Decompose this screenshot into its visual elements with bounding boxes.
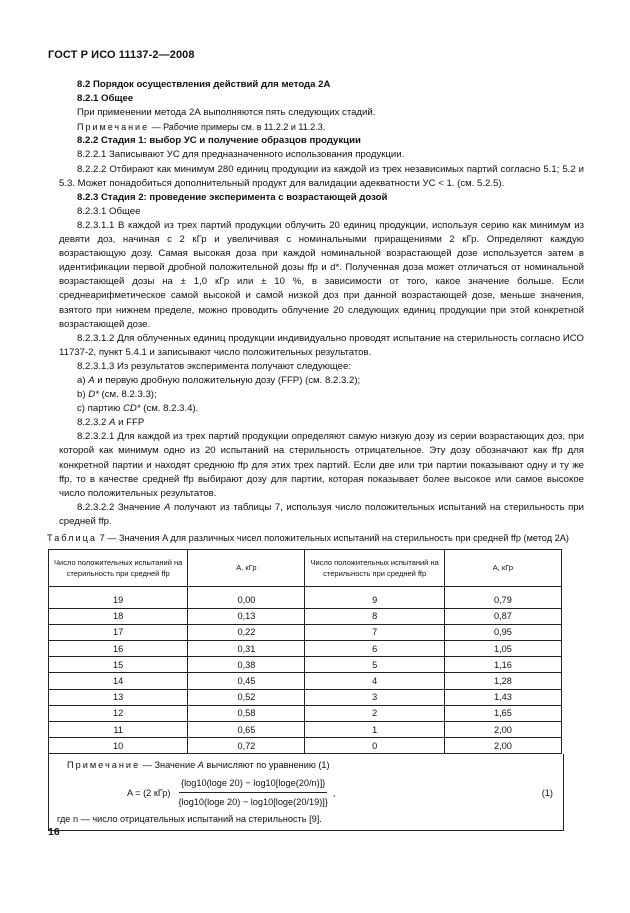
values-table (48, 549, 562, 755)
cell-count-right: 6 (305, 641, 444, 657)
table-row (49, 673, 562, 689)
table-row (49, 608, 562, 624)
table-row (49, 722, 562, 738)
table-caption-label: Таблица (47, 533, 98, 543)
list-a-var: A (88, 374, 95, 386)
note-1 (59, 120, 584, 134)
section-8-2-1-text: При применении метода 2А выполняются пять следующих стадий. (77, 107, 376, 119)
list-b-prefix: b) (77, 389, 89, 401)
cell-count-right: 3 (305, 689, 444, 705)
list-a-text: и первую дробную положительную дозу (FFP) (см. 8.2.3.2); (94, 374, 361, 386)
section-8-2-3-1-3: 8.2.3.1.3 Из результатов эксперимента получают следующее: (77, 360, 352, 372)
section-8-2-1-title: 8.2.1 Общее (77, 93, 134, 105)
list-item-a (59, 374, 584, 388)
table-header-row (49, 549, 562, 586)
table-note-var: A (197, 760, 204, 771)
table-note-label: Примечание (67, 760, 141, 771)
section-8-2-3-2 (59, 416, 584, 430)
cell-count-right: 4 (305, 673, 444, 689)
col-header-a-left: A, кГр (188, 549, 305, 586)
cell-a-right: 0,79 (444, 586, 561, 608)
table-row (49, 689, 562, 705)
s8232-prefix: 8.2.3.2 (77, 417, 110, 429)
cell-count-left: 19 (49, 586, 188, 608)
cell-count-left: 13 (49, 689, 188, 705)
table-caption-text: — Значения A для различных чисел положительных испытаний на стерильность при средней ffp (метод 2А) (104, 533, 569, 543)
cell-count-left: 10 (49, 738, 188, 754)
note-1-label: Примечание (77, 122, 150, 133)
cell-a-right: 1,43 (444, 689, 561, 705)
section-8-2-3-1: 8.2.3.1 Общее (77, 205, 141, 217)
table-note-text: вычисляют по уравнению (1) (203, 760, 330, 771)
cell-count-right: 7 (305, 624, 444, 640)
table-row (49, 705, 562, 721)
cell-count-left: 15 (49, 657, 188, 673)
table-row (49, 738, 562, 754)
table-caption (47, 532, 584, 545)
col-header-count-right: Число положительных испытаний на стерильность при средней ffp (305, 549, 444, 586)
cell-count-left: 12 (49, 705, 188, 721)
section-8-2-title: 8.2 Порядок осуществления действий для метода 2А (77, 79, 331, 90)
table-row (49, 586, 562, 608)
cell-count-left: 14 (49, 673, 188, 689)
cell-count-right: 9 (305, 586, 444, 608)
section-8-2-3-2-2 (59, 501, 584, 529)
list-b-text: (см. 8.2.3.3); (98, 389, 157, 401)
cell-a-right: 0,95 (444, 624, 561, 640)
cell-count-left: 17 (49, 624, 188, 640)
cell-a-left: 0,45 (188, 673, 305, 689)
table-row (49, 641, 562, 657)
table-body (49, 586, 562, 754)
formula-where: где n — число отрицательных испытаний на стерильность [9]. (57, 814, 322, 825)
cell-a-left: 0,58 (188, 705, 305, 721)
s8232-text: и FFP (115, 417, 145, 429)
cell-count-right: 5 (305, 657, 444, 673)
formula (127, 776, 335, 809)
cell-a-right: 2,00 (444, 722, 561, 738)
cell-count-right: 0 (305, 738, 444, 754)
list-item-c (59, 402, 584, 416)
note-1-text: — Рабочие примеры см. в 11.2.2 и 11.2.3. (149, 122, 326, 133)
cell-count-left: 16 (49, 641, 188, 657)
table-wrapper (48, 549, 584, 832)
cell-a-right: 0,87 (444, 608, 561, 624)
cell-a-right: 1,05 (444, 641, 561, 657)
document-body (47, 78, 585, 831)
col-header-count-left: Число положительных испытаний на стерильность при средней ffp (49, 549, 188, 586)
section-8-2-3-title: 8.2.3 Стадия 2: проведение эксперимента с возрастающей дозой (77, 191, 388, 203)
list-c-text: (см. 8.2.3.4). (140, 403, 199, 415)
cell-a-left: 0,38 (188, 657, 305, 673)
cell-a-left: 0,00 (188, 586, 305, 608)
s82322-text: получают из таблицы 7, используя число положительных испытаний на стерильность при средней ffp. (59, 501, 585, 527)
cell-a-left: 0,52 (188, 689, 305, 705)
section-8-2-2-2: 8.2.2.2 Отбирают как минимум 280 единиц продукции из каждой из трех независимых партий согласно 5.1; 5.2 и 5.3. Может понадобиться дополнительный продукт для валидации адекватности УС < 1. (см. 5.2.5). (59, 163, 584, 189)
table-note-prefix: — Значение (140, 760, 198, 771)
cell-count-left: 11 (49, 722, 188, 738)
list-c-prefix: c) партию (77, 403, 123, 415)
s82322-var: A (164, 501, 171, 513)
table-note-line (67, 758, 330, 772)
section-8-2-2-title: 8.2.2 Стадия 1: выбор УС и получение образцов продукции (77, 135, 361, 147)
s82322-prefix: 8.2.3.2.2 Значение (77, 501, 164, 513)
cell-a-left: 0,13 (188, 608, 305, 624)
cell-a-right: 1,65 (444, 705, 561, 721)
cell-a-left: 0,22 (188, 624, 305, 640)
cell-a-right: 1,16 (444, 657, 561, 673)
formula-lhs: A = (2 кГр) (127, 787, 171, 798)
col-header-a-right: A, кГр (444, 549, 561, 586)
table-row (49, 624, 562, 640)
cell-count-right: 8 (305, 608, 444, 624)
s8232-var: A (109, 417, 116, 429)
table-row (49, 657, 562, 673)
cell-count-right: 2 (305, 705, 444, 721)
table-caption-number: 7 (97, 533, 105, 543)
cell-a-left: 0,65 (188, 722, 305, 738)
formula-tail: , (332, 787, 336, 798)
cell-count-right: 1 (305, 722, 444, 738)
formula-fraction (176, 776, 329, 809)
table-note (48, 754, 564, 831)
section-8-2-3-2-1: 8.2.3.2.1 Для каждой из трех партий продукции определяют самую низкую дозу из серии возрастающих доз, при которой как минимум одно из 20 испытаний на стерильность отрицательное. Эту дозу обозначают как ffp для конкретной партии и находят среднюю ffp для этих трех партий. Если две или три партии показывают одну и ту же ffp, то в качестве средней ffp выбирают дозу для партии, которая показывает более высокое или самое высокое число положительных результатов. (59, 431, 584, 499)
cell-count-left: 18 (49, 608, 188, 624)
formula-number: (1) (541, 788, 553, 799)
formula-numerator: {log10(loge 20) − log10[loge(20/n)]} (179, 776, 327, 793)
list-item-b (59, 388, 584, 402)
document-header: ГОСТ Р ИСО 11137-2—2008 (48, 49, 195, 61)
cell-a-left: 0,31 (188, 641, 305, 657)
cell-a-right: 1,28 (444, 673, 561, 689)
formula-denominator: {log10(loge 20) − log10[loge(20/19)]} (178, 797, 328, 808)
list-a-prefix: a) (77, 374, 89, 386)
section-8-2-3-1-1: 8.2.3.1.1 В каждой из трех партий продукции облучить 20 единиц продукции, используя серию как минимум из девяти доз, начиная с 2 кГр и увеличивая с номинальными приращениями 2 кГр. Определяют каждую возрастающую дозу. Самая высокая доза при каждой номинальной возрастающей дозе используется затем в идентификации первой дробной положительной дозы ffp и d*. Полученная доза может отличаться от номинальной возрастающей дозы на ± 1,0 кГр или ± 10 %, в зависимости от того, какое значение больше. Если среднеарифметическое самой высокой и самой низкой доз при данной возрастающей дозе, меньше значения, взятого при нижнем пределе, можно проводить облучение 20 следующих единиц продукции при этой конкретной возрастающей дозе. (59, 219, 584, 330)
section-8-2-2-1: 8.2.2.1 Записывают УС для предназначенного использования продукции. (77, 149, 405, 161)
section-8-2-3-1-2: 8.2.3.1.2 Для облученных единиц продукции индивидуально проводят испытание на стерильность согласно ИСО 11737-2, пункт 5.4.1 и записывают число положительных результатов. (59, 332, 584, 358)
page-number: 16 (48, 826, 60, 838)
cell-a-left: 0,72 (188, 738, 305, 754)
cell-a-right: 2,00 (444, 738, 561, 754)
list-c-var: CD* (122, 403, 141, 415)
list-b-var: D* (88, 389, 99, 401)
